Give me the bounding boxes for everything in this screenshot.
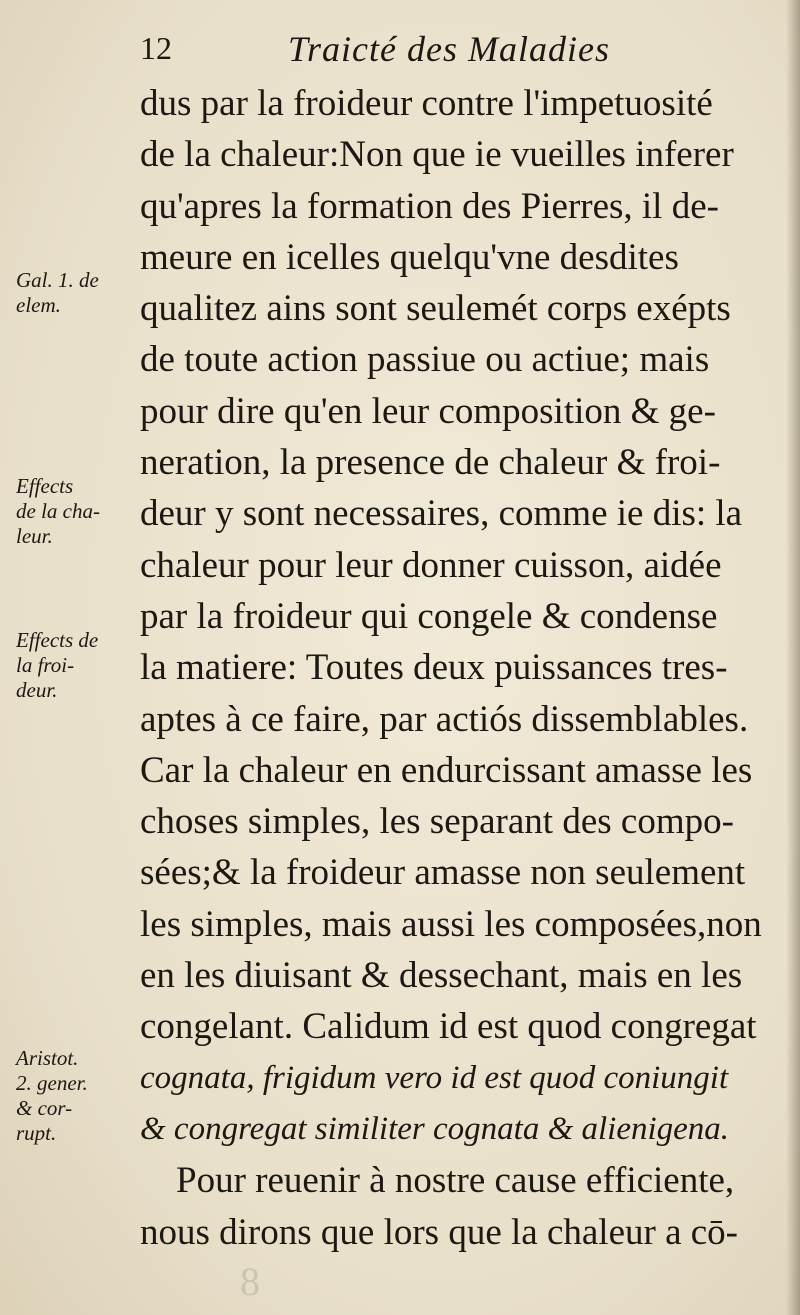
bleed-through-mark: 8	[240, 1259, 260, 1304]
margin-note-line: de la cha-	[16, 499, 100, 523]
margin-note-line: la froi-	[16, 653, 75, 677]
running-title: Traicté des Maladies	[288, 29, 610, 69]
margin-note-line: Effects de	[16, 628, 99, 652]
page-header	[140, 28, 780, 78]
margin-note-line: & cor-	[16, 1096, 73, 1120]
margin-note-line: deur.	[16, 678, 58, 702]
text-line: choses simples, les separant des compo-	[140, 801, 734, 843]
text-line: pour dire qu'en leur composition & ge-	[140, 390, 716, 432]
margin-note-cold-effects	[16, 628, 136, 703]
margin-note-line: Aristot.	[16, 1046, 79, 1070]
text-line: par la froideur qui congele & condense	[140, 595, 718, 637]
page-edge-shadow	[786, 0, 800, 1315]
text-line: sées;& la froideur amasse non seulement	[140, 852, 746, 894]
text-line: les simples, mais aussi les composées,non	[140, 903, 762, 945]
body-text	[140, 78, 772, 1258]
text-line: en les diuisant & dessechant, mais en les	[140, 955, 743, 997]
margin-note-line: Gal. 1. de	[16, 268, 99, 292]
text-line: de la chaleur:Non que ie vueilles inferer	[140, 134, 734, 176]
text-line: meure en icelles quelqu'vne desdites	[140, 236, 679, 278]
page-number: 12	[140, 30, 172, 66]
text-line: dus par la froideur contre l'impetuosité	[140, 83, 713, 124]
text-line: neration, la presence de chaleur & froi-	[140, 442, 721, 484]
text-line: deur y sont necessaires, comme ie dis: la	[140, 493, 743, 535]
latin-quote-line: cognata, frigidum vero id est quod coniungit	[140, 1059, 729, 1096]
margin-note-line: rupt.	[16, 1121, 57, 1145]
latin-quote-line: & congregat similiter cognata & alienigena.	[140, 1110, 730, 1147]
text-line: nous dirons que lors que la chaleur a cō-	[140, 1211, 738, 1253]
text-line: qualitez ains sont seulemét corps exépts	[140, 288, 731, 330]
text-line: la matiere: Toutes deux puissances tres-	[140, 647, 728, 689]
text-line: Car la chaleur en endurcissant amasse les	[140, 749, 753, 791]
margin-note-line: elem.	[16, 293, 61, 317]
text-line: qu'apres la formation des Pierres, il de-	[140, 185, 719, 227]
margin-note-heat-effects	[16, 474, 136, 549]
margin-note-galen	[16, 268, 136, 318]
margin-note-line: Effects	[16, 474, 74, 498]
margin-note-line: leur.	[16, 524, 53, 548]
text-line: chaleur pour leur donner cuisson, aidée	[140, 544, 722, 586]
text-line: de toute action passiue ou actiue; mais	[140, 339, 710, 381]
text-line: congelant. Calidum id est quod congregat	[140, 1006, 757, 1048]
text-line: aptes à ce faire, par actiós dissemblables.	[140, 698, 749, 740]
margin-note-line: 2. gener.	[16, 1071, 88, 1095]
text-line: Pour reuenir à nostre cause efficiente,	[176, 1160, 735, 1202]
margin-note-aristotle	[16, 1046, 136, 1146]
